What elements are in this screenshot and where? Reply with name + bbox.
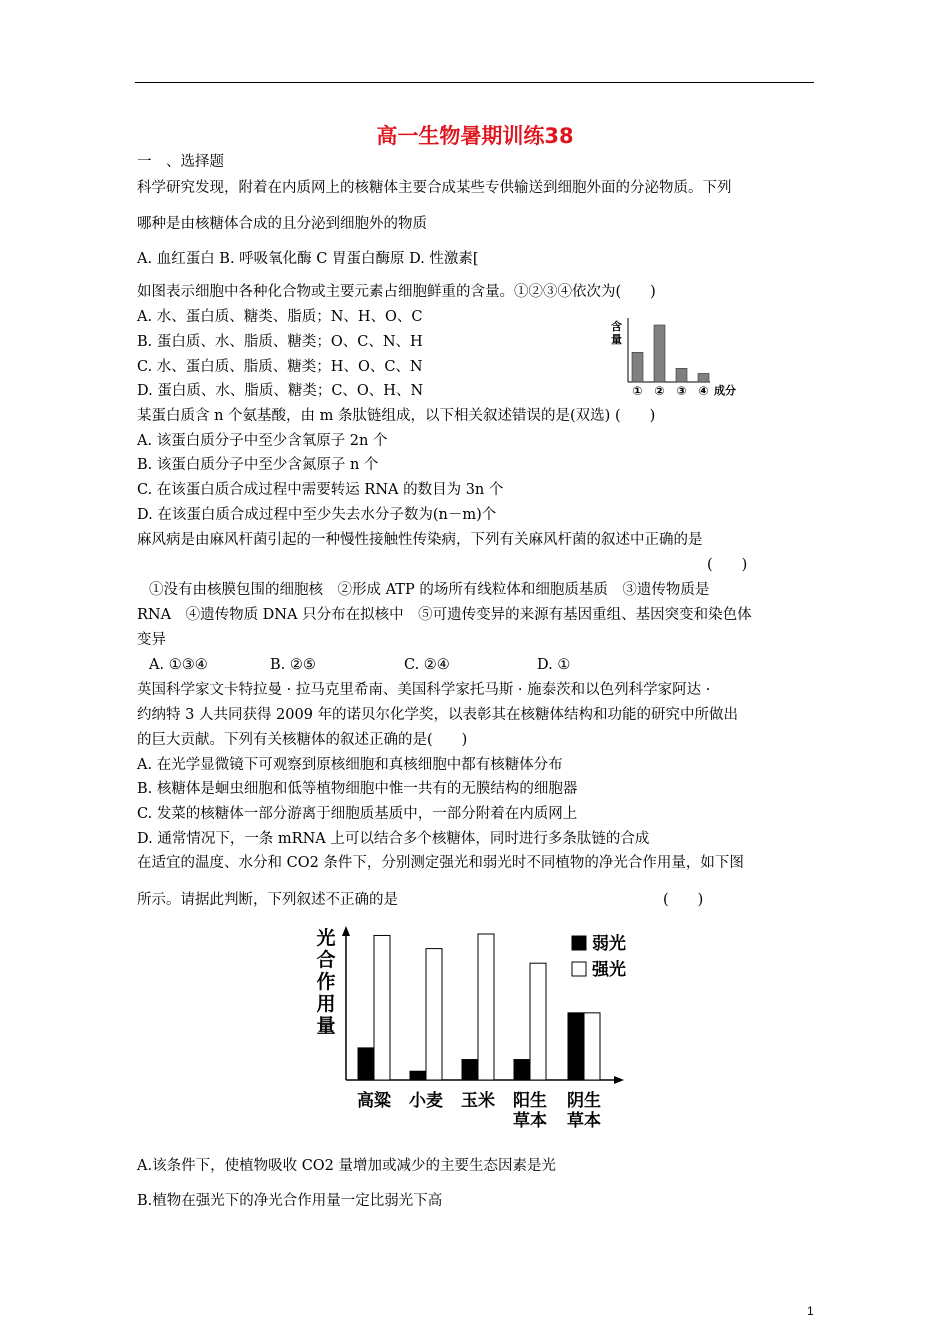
q6-bar-1-weak — [358, 1048, 374, 1080]
q3-option-d: D. 在该蛋白质合成过程中至少失去水分子数为(n－m)个 — [137, 507, 497, 523]
q4-items-line-1: ①没有由核膜包围的细胞核 ②形成 ATP 的场所有线粒体和细胞质基质 ③遗传物质是 — [149, 582, 710, 598]
q6-bar-5-strong — [584, 1013, 600, 1080]
q3-stem: 某蛋白质含 n 个氨基酸，由 m 条肽链组成，以下相关叙述错误的是(双选) ( ) — [137, 408, 656, 424]
q3-option-c: C. 在该蛋白质合成过程中需要转运 RNA 的数目为 3n 个 — [137, 482, 504, 498]
q6-option-b: B.植物在强光下的净光合作用量一定比弱光下高 — [137, 1193, 443, 1209]
q2-stem: 如图表示细胞中各种化合物或主要元素占细胞鲜重的含量。①②③④依次为( ) — [137, 284, 656, 300]
q6-stem-line-1: 在适宜的温度、水分和 CO2 条件下，分别测定强光和弱光时不同植物的净光合作用量，如下图 — [137, 855, 744, 871]
q4-option-a: A. ①③④ — [149, 657, 208, 673]
q6-legend-label-1: 弱光 — [592, 934, 626, 954]
q6-bar-3-weak — [462, 1060, 478, 1080]
q2-category-3: ③ — [676, 384, 687, 398]
q6-legend-label-2: 强光 — [592, 960, 626, 980]
q4-answer-paren: ( ) — [707, 557, 748, 573]
q2-bar-2 — [654, 325, 665, 382]
q6-x-axis-arrow — [614, 1076, 624, 1084]
q5-option-d: D. 通常情况下，一条 mRNA 上可以结合多个核糖体，同时进行多条肽链的合成 — [137, 831, 650, 847]
q4-stem: 麻风病是由麻风杆菌引起的一种慢性接触性传染病，下列有关麻风杆菌的叙述中正确的是 — [137, 532, 703, 548]
q2-y-label-2: 量 — [611, 333, 622, 346]
q6-category-3-line-1: 玉米 — [461, 1091, 495, 1111]
q6-stem-line-2: 所示。请据此判断，下列叙述不正确的是 — [137, 892, 398, 908]
q6-y-label-char-4: 用 — [316, 993, 336, 1015]
q6-category-4-line-1: 阳生 — [513, 1091, 547, 1111]
q4-option-d: D. ① — [537, 657, 571, 673]
q2-category-4: ④ — [698, 384, 709, 398]
q2-category-2: ② — [654, 384, 665, 398]
q4-items-line-3: 变异 — [137, 632, 166, 648]
q3-option-b: B. 该蛋白质分子中至少含氮原子 n 个 — [137, 457, 379, 473]
q2-content-chart — [600, 310, 750, 402]
q6-category-4-line-2: 草本 — [513, 1111, 547, 1131]
q6-bar-5-weak — [568, 1013, 584, 1080]
q1-stem-line-1: 科学研究发现，附着在内质网上的核糖体主要合成某些专供输送到细胞外面的分泌物质。下列 — [137, 180, 732, 196]
q6-option-a: A.该条件下，使植物吸收 CO2 量增加或减少的主要生态因素是光 — [137, 1158, 557, 1174]
q6-bar-4-strong — [530, 963, 546, 1080]
q2-option-a: A. 水、蛋白质、糖类、脂质；N、H、O、C — [137, 309, 423, 325]
q6-photosynthesis-chart — [310, 922, 640, 1134]
q2-bar-3 — [676, 368, 687, 382]
q2-option-b: B. 蛋白质、水、脂质、糖类；O、C、N、H — [137, 334, 423, 350]
q5-stem-line-3: 的巨大贡献。下列有关核糖体的叙述正确的是( ) — [137, 732, 468, 748]
q6-y-label-char-2: 合 — [316, 949, 336, 971]
header-rule — [135, 82, 814, 83]
q6-category-5-line-1: 阴生 — [567, 1091, 601, 1111]
q6-legend-swatch-1 — [572, 936, 586, 950]
q2-option-d: D. 蛋白质、水、脂质、糖类；C、O、H、N — [137, 383, 424, 399]
q2-x-label: 成分 — [714, 384, 736, 397]
q6-bar-2-weak — [410, 1071, 426, 1080]
q4-option-c: C. ②④ — [404, 657, 450, 673]
q5-option-c: C. 发菜的核糖体一部分游离于细胞质基质中，一部分附着在内质网上 — [137, 806, 578, 822]
page-number: 1 — [807, 1304, 814, 1318]
q6-answer-paren: ( ) — [663, 892, 704, 908]
q6-y-label-char-1: 光 — [316, 927, 336, 949]
q4-option-b: B. ②⑤ — [270, 657, 316, 673]
q6-y-label-char-5: 量 — [316, 1015, 336, 1037]
page-title: 高一生物暑期训练38 — [376, 124, 574, 148]
q2-y-label-1: 含 — [611, 320, 622, 333]
q6-bar-1-strong — [374, 935, 390, 1080]
q6-bar-2-strong — [426, 949, 442, 1080]
q2-option-c: C. 水、蛋白质、脂质、糖类；H、O、C、N — [137, 359, 423, 375]
q6-legend-swatch-2 — [572, 962, 586, 976]
q2-bar-1 — [632, 352, 643, 382]
q3-option-a: A. 该蛋白质分子中至少含氧原子 2n 个 — [137, 433, 388, 449]
q2-category-1: ① — [632, 384, 643, 398]
q6-y-label-char-3: 作 — [316, 971, 336, 993]
q6-category-1-line-1: 高粱 — [357, 1091, 391, 1111]
q6-y-label — [316, 926, 335, 1037]
q5-stem-line-2: 约纳特 3 人共同获得 2009 年的诺贝尔化学奖，以表彰其在核糖体结构和功能的研究中所做出 — [137, 707, 739, 723]
q6-bar-3-strong — [478, 934, 494, 1080]
q4-items-line-2: RNA ④遗传物质 DNA 只分布在拟核中 ⑤可遗传变异的来源有基因重组、基因突变和染色体 — [137, 607, 752, 623]
q6-y-axis-arrow — [342, 926, 350, 936]
q6-bar-4-weak — [514, 1060, 530, 1080]
q2-bar-4 — [698, 373, 709, 382]
section-heading: 一 、选择题 — [137, 154, 224, 170]
q6-category-5-line-2: 草本 — [567, 1111, 601, 1131]
q6-category-2-line-1: 小麦 — [409, 1091, 443, 1111]
q5-option-a: A. 在光学显微镜下可观察到原核细胞和真核细胞中都有核糖体分布 — [137, 757, 563, 773]
q1-options: A. 血红蛋白 B. 呼吸氧化酶 C 胃蛋白酶原 D. 性激素[ — [137, 251, 479, 267]
q1-stem-line-2: 哪种是由核糖体合成的且分泌到细胞外的物质 — [137, 216, 427, 232]
q5-option-b: B. 核糖体是蛔虫细胞和低等植物细胞中惟一共有的无膜结构的细胞器 — [137, 781, 578, 797]
q5-stem-line-1: 英国科学家文卡特拉曼 · 拉马克里希南、美国科学家托马斯 · 施泰茨和以色列科学家阿达 · — [137, 682, 711, 698]
